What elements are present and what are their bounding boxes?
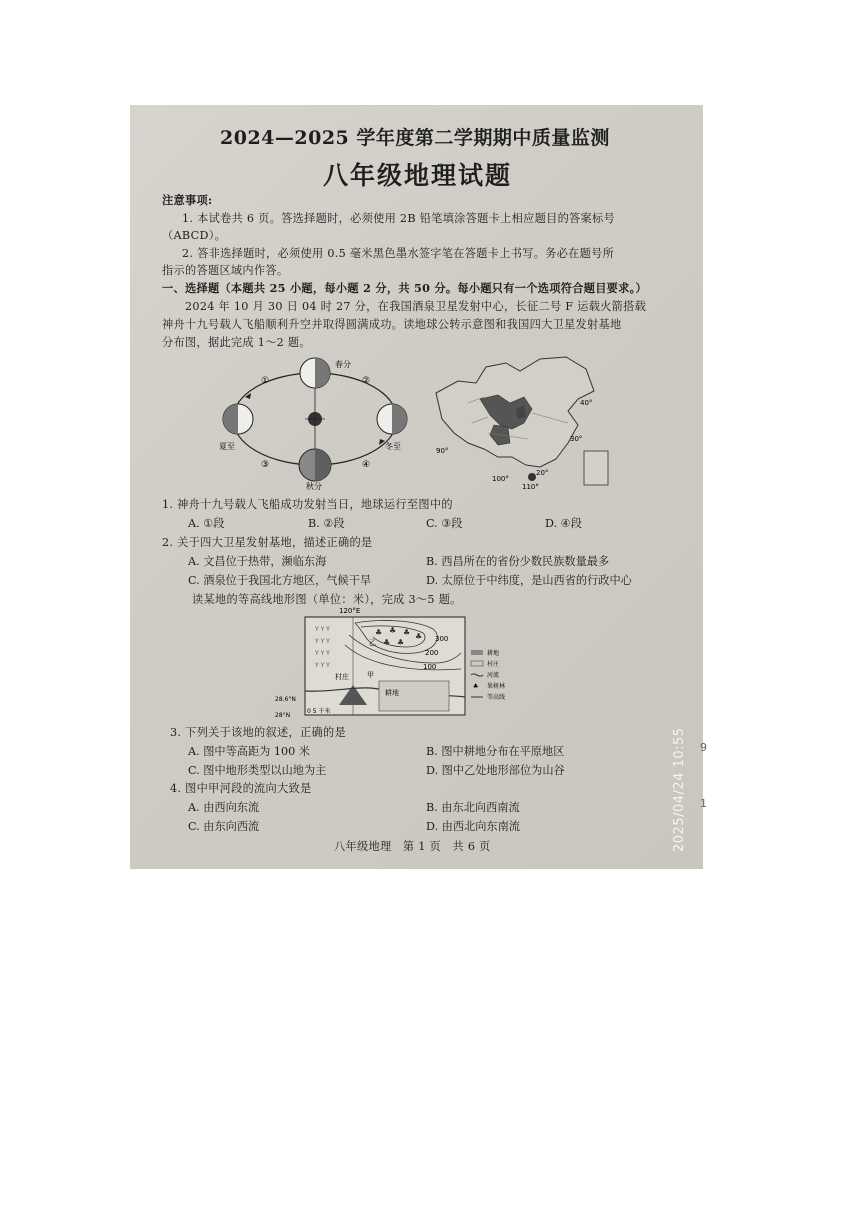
exam-subtitle: 八年级地理试题 [323, 161, 513, 190]
photo-timestamp: 2025/04/24 10:55 [672, 727, 687, 852]
scale-label: 0 5 千米 [307, 708, 331, 715]
segment-1-label: ① [261, 376, 270, 386]
label-autumn: 秋分 [306, 482, 322, 490]
lon-110-label: 110° [522, 483, 539, 491]
q2-option-d: D. 太原位于中纬度，是山西省的行政中心 [426, 574, 632, 587]
label-winter: 冬至 [385, 442, 401, 451]
lon-90-label: 90° [436, 447, 449, 455]
q4-option-d: D. 由西北向东南流 [426, 820, 520, 833]
q2-option-b: B. 西昌所在的省份少数民族数量最多 [426, 555, 610, 568]
section1-intro-2: 神舟十九号载人飞船顺利升空并取得圆满成功。读地球公转示意图和我国四大卫星发射基地 [162, 318, 622, 331]
svg-text:河流: 河流 [487, 672, 500, 679]
yi-label: 乙 [369, 639, 376, 647]
earth-autumn-icon [299, 449, 331, 481]
lat-286-label: 28.6°N [275, 696, 296, 703]
hainan-island [528, 473, 536, 481]
edge-mark-1: 9 [700, 741, 707, 754]
svg-text:果树林: 果树林 [487, 683, 506, 690]
earth-winter-icon [377, 404, 407, 434]
lat-28-label: 28°N [275, 712, 291, 719]
q2-option-a: A. 文昌位于热带，濒临东海 [188, 555, 327, 568]
contour-map [275, 605, 535, 721]
q2-stem: 2. 关于四大卫星发射基地，描述正确的是 [162, 536, 373, 549]
svg-text:Y Y Y: Y Y Y [315, 650, 330, 657]
svg-text:Y Y Y: Y Y Y [315, 662, 330, 669]
q3-option-d: D. 图中乙处地形部位为山谷 [426, 764, 565, 777]
edge-mark-2: 1 [700, 797, 707, 810]
lat-30-label: 30° [570, 435, 583, 443]
q4-option-b: B. 由东北向西南流 [426, 801, 520, 814]
contour-300-label: 300 [435, 635, 449, 643]
section1-intro-3: 分布图，据此完成 1～2 题。 [162, 336, 311, 349]
q3-option-a: A. 图中等高距为 100 米 [188, 745, 310, 758]
contour-100-label: 100 [423, 663, 437, 671]
svg-text:Y Y Y: Y Y Y [315, 638, 330, 645]
lat-40-label: 40° [580, 399, 593, 407]
q1-option-a: A. ①段 [188, 517, 225, 530]
exam-title: 2024—2025 学年度第二学期期中质量监测 [220, 127, 610, 149]
note-1-line2: （ABCD）。 [162, 229, 227, 242]
china-launch-map [428, 353, 613, 491]
lon-100-label: 100° [492, 475, 509, 483]
q4-option-a: A. 由西向东流 [188, 801, 260, 814]
q4-option-c: C. 由东向西流 [188, 820, 260, 833]
notes-heading: 注意事项: [162, 193, 213, 207]
q1-option-c: C. ③段 [426, 517, 463, 530]
segment-3-label: ③ [261, 460, 270, 470]
segment-2-label: ② [362, 376, 371, 386]
label-summer: 夏至 [219, 442, 235, 451]
q3-stem: 3. 下列关于该地的叙述，正确的是 [170, 726, 346, 739]
svg-text:♣: ♣ [415, 632, 423, 641]
page-footer: 八年级地理 第 1 页 共 6 页 [334, 840, 491, 853]
contour-200-label: 200 [425, 649, 439, 657]
note-1-line1: 1. 本试卷共 6 页。答选择题时，必须使用 2B 铅笔填涂答题卡上相应题目的答案标号 [182, 212, 616, 225]
section1-heading: 一、选择题（本题共 25 小题，每小题 2 分，共 50 分。每小题只有一个选项符合题目要求。） [162, 281, 648, 295]
svg-text:村庄: 村庄 [487, 661, 500, 668]
svg-text:♣: ♣ [473, 683, 479, 690]
svg-text:等高线: 等高线 [487, 694, 506, 701]
q4-stem: 4. 图中甲河段的流向大致是 [170, 782, 312, 795]
village-label: 村庄 [335, 673, 349, 681]
svg-text:♣: ♣ [403, 628, 411, 637]
q2-option-c: C. 酒泉位于我国北方地区，气候干旱 [188, 574, 372, 587]
contour-lon-label: 120°E [339, 607, 361, 615]
orbit-diagram [215, 355, 415, 490]
note-2-line2: 指示的答题区域内作答。 [162, 264, 289, 277]
earth-summer-icon [223, 404, 253, 434]
contour-intro: 读某地的等高线地形图（单位：米），完成 3～5 题。 [192, 593, 462, 606]
south-sea-inset [584, 451, 608, 485]
q3-option-c: C. 图中地形类型以山地为主 [188, 764, 327, 777]
svg-text:♣: ♣ [375, 628, 383, 637]
q1-option-b: B. ②段 [308, 517, 345, 530]
note-2-line1: 2. 答非选择题时，必须使用 0.5 毫米黑色墨水签字笔在答题卡上书写。务必在题号所 [182, 247, 615, 260]
label-spring: 春分 [335, 360, 351, 369]
segment-4-label: ④ [362, 460, 371, 470]
svg-text:Y Y Y: Y Y Y [315, 626, 330, 633]
q1-option-d: D. ④段 [545, 517, 582, 530]
earth-spring-icon [300, 358, 330, 388]
svg-text:♣: ♣ [389, 626, 397, 635]
svg-text:♣: ♣ [397, 638, 405, 647]
svg-text:耕地: 耕地 [487, 650, 500, 657]
farmland-label: 耕地 [385, 689, 399, 697]
q3-option-b: B. 图中耕地分布在平原地区 [426, 745, 565, 758]
section1-intro-1: 2024 年 10 月 30 日 04 时 27 分，在我国酒泉卫星发射中心，长征二号 F 运载火箭搭载 [185, 300, 647, 313]
exam-photo [130, 105, 703, 869]
svg-text:♣: ♣ [383, 638, 391, 647]
lat-20-label: 20° [536, 469, 549, 477]
q1-stem: 1. 神舟十九号载人飞船成功发射当日，地球运行至图中的 [162, 498, 453, 511]
jia-label: 甲 [367, 671, 374, 679]
map-legend [471, 649, 505, 701]
